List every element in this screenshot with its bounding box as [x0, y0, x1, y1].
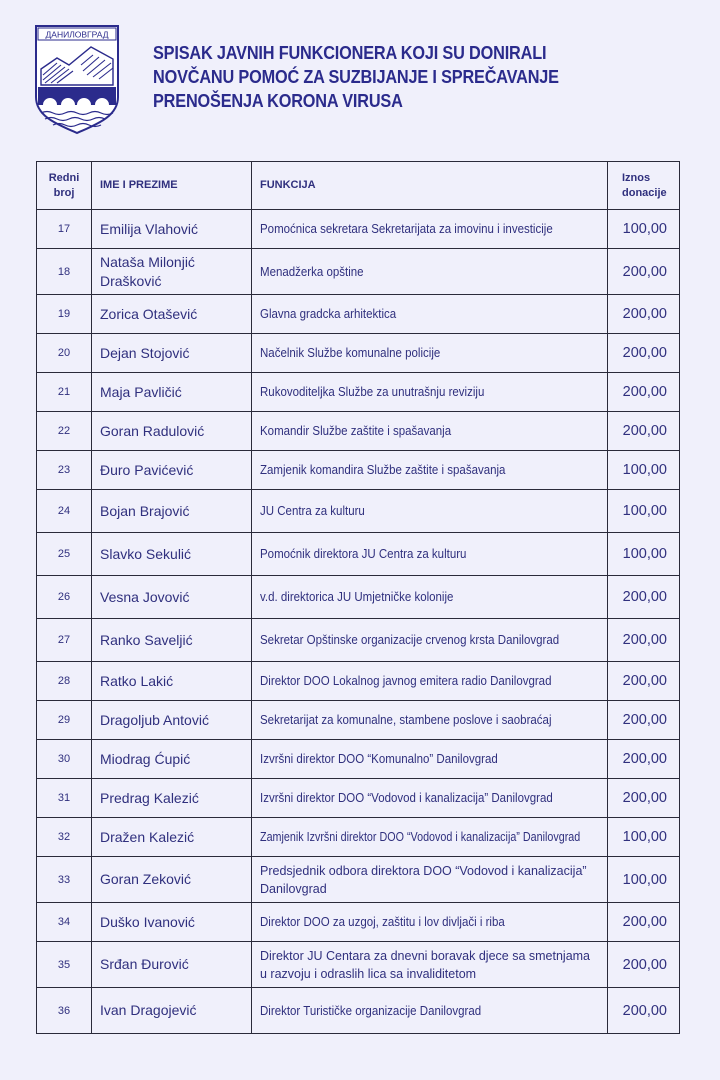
name-cell: Goran Radulović	[92, 412, 252, 451]
function-cell-text: Izvršni direktor DOO “Komunalno” Danilovgrad	[260, 752, 498, 766]
function-cell	[252, 373, 608, 412]
amount-cell: 200,00	[608, 619, 680, 662]
function-cell	[252, 295, 608, 334]
row-number-cell: 19	[37, 295, 92, 334]
name-cell: Predrag Kalezić	[92, 779, 252, 818]
column-header-iznos-donacije	[608, 162, 680, 210]
amount-cell: 100,00	[608, 533, 680, 576]
row-number-cell: 32	[37, 818, 92, 857]
amount-cell: 200,00	[608, 334, 680, 373]
row-number-cell: 31	[37, 779, 92, 818]
row-number-cell: 35	[37, 942, 92, 988]
table-row	[37, 740, 680, 779]
row-number-cell: 17	[37, 210, 92, 249]
function-cell	[252, 903, 608, 942]
function-cell-text: Načelnik Službe komunalne policije	[260, 346, 441, 360]
table-row	[37, 818, 680, 857]
name-cell: Emilija Vlahović	[92, 210, 252, 249]
table-row	[37, 210, 680, 249]
row-number-cell: 28	[37, 662, 92, 701]
name-cell: Maja Pavličić	[92, 373, 252, 412]
table-row	[37, 619, 680, 662]
row-number-cell: 27	[37, 619, 92, 662]
table-row	[37, 295, 680, 334]
name-cell: Dražen Kalezić	[92, 818, 252, 857]
title-line: NOVČANU POMOĆ ZA SUZBIJANJE I SPREČAVANJE	[153, 66, 559, 87]
table-row	[37, 662, 680, 701]
logo-city-name: ДАНИЛОВГРАД	[45, 29, 109, 40]
table-row	[37, 249, 680, 295]
amount-cell: 200,00	[608, 779, 680, 818]
table-row	[37, 779, 680, 818]
function-cell	[252, 412, 608, 451]
name-cell: Slavko Sekulić	[92, 533, 252, 576]
function-cell	[252, 533, 608, 576]
name-cell: Dejan Stojović	[92, 334, 252, 373]
amount-cell: 200,00	[608, 576, 680, 619]
function-cell-text: Komandir Službe zaštite i spašavanja	[260, 424, 452, 438]
function-cell-text: Direktor DOO Lokalnog javnog emitera radio Danilovgrad	[260, 674, 552, 688]
function-cell	[252, 779, 608, 818]
header-line: broj	[53, 186, 75, 199]
name-cell: Zorica Otašević	[92, 295, 252, 334]
function-cell	[252, 210, 608, 249]
name-cell: Ratko Lakić	[92, 662, 252, 701]
header-line: donacije	[622, 186, 667, 199]
danilovgrad-coat-of-arms-logo	[35, 25, 119, 135]
amount-cell: 100,00	[608, 210, 680, 249]
table-row	[37, 451, 680, 490]
table-row	[37, 373, 680, 412]
function-cell	[252, 740, 608, 779]
function-cell-text: Rukovoditeljka Službe za unutrašnju reviziju	[260, 385, 485, 399]
column-header-ime-i-prezime: IME I PREZIME	[92, 162, 252, 210]
name-cell: Đuro Pavićević	[92, 451, 252, 490]
function-cell: Direktor JU Centara za dnevni boravak djece sa smetnjama u razvoju i odraslih lica sa invaliditetom	[252, 942, 608, 988]
page-title	[153, 41, 628, 113]
name-cell: Ivan Dragojević	[92, 988, 252, 1034]
table-row	[37, 701, 680, 740]
amount-cell: 200,00	[608, 740, 680, 779]
amount-cell: 200,00	[608, 988, 680, 1034]
function-cell-text: Menadžerka opštine	[260, 264, 364, 279]
function-cell	[252, 490, 608, 533]
row-number-cell: 36	[37, 988, 92, 1034]
function-cell-text: Izvršni direktor DOO “Vodovod i kanalizacija” Danilovgrad	[260, 791, 553, 805]
name-cell: Srđan Đurović	[92, 942, 252, 988]
name-cell: Dragoljub Antović	[92, 701, 252, 740]
name-cell: Bojan Brajović	[92, 490, 252, 533]
table-row	[37, 412, 680, 451]
amount-cell: 200,00	[608, 701, 680, 740]
row-number-cell: 34	[37, 903, 92, 942]
table-row	[37, 334, 680, 373]
function-cell-text: Pomoćnica sekretara Sekretarijata za imovinu i investicije	[260, 222, 553, 236]
column-header-funkcija: FUNKCIJA	[252, 162, 608, 210]
row-number-cell: 23	[37, 451, 92, 490]
table-row	[37, 533, 680, 576]
function-cell: Predsjednik odbora direktora DOO “Vodovod i kanalizacija” Danilovgrad	[252, 857, 608, 903]
row-number-cell: 29	[37, 701, 92, 740]
function-cell	[252, 451, 608, 490]
function-cell-text: Pomoćnik direktora JU Centra za kulturu	[260, 547, 467, 561]
amount-cell: 100,00	[608, 490, 680, 533]
table-header-row	[37, 162, 680, 210]
row-number-cell: 20	[37, 334, 92, 373]
function-cell	[252, 818, 608, 857]
row-number-cell: 21	[37, 373, 92, 412]
table-row	[37, 857, 680, 903]
table-row	[37, 942, 680, 988]
row-number-cell: 18	[37, 249, 92, 295]
name-cell: Miodrag Ćupić	[92, 740, 252, 779]
amount-cell: 200,00	[608, 412, 680, 451]
table-row	[37, 490, 680, 533]
row-number-cell: 25	[37, 533, 92, 576]
title-line: SPISAK JAVNIH FUNKCIONERA KOJI SU DONIRALI	[153, 42, 547, 63]
function-cell-text: Glavna gradcka arhitektica	[260, 307, 397, 321]
function-cell-text: Zamjenik Izvršni direktor DOO “Vodovod i kanalizacija” Danilovgrad	[260, 830, 581, 844]
amount-cell: 200,00	[608, 295, 680, 334]
name-cell: Duško Ivanović	[92, 903, 252, 942]
function-cell-text: JU Centra za kulturu	[260, 504, 365, 518]
row-number-cell: 33	[37, 857, 92, 903]
row-number-cell: 22	[37, 412, 92, 451]
function-cell-text: v.d. direktorica JU Umjetničke kolonije	[260, 590, 454, 604]
table-row	[37, 576, 680, 619]
column-header-redni-broj	[37, 162, 92, 210]
name-cell: Ranko Saveljić	[92, 619, 252, 662]
amount-cell: 200,00	[608, 373, 680, 412]
function-cell-text: Direktor DOO za uzgoj, zaštitu i lov divljači i riba	[260, 915, 505, 929]
amount-cell: 100,00	[608, 451, 680, 490]
amount-cell: 100,00	[608, 818, 680, 857]
header-line: Iznos	[622, 171, 651, 184]
title-line: PRENOŠENJA KORONA VIRUSA	[153, 90, 403, 111]
amount-cell: 200,00	[608, 662, 680, 701]
name-cell: Vesna Jovović	[92, 576, 252, 619]
name-cell: Goran Zeković	[92, 857, 252, 903]
function-cell	[252, 662, 608, 701]
function-cell-text: Zamjenik komandira Službe zaštite i spašavanja	[260, 463, 506, 477]
row-number-cell: 26	[37, 576, 92, 619]
amount-cell: 200,00	[608, 903, 680, 942]
function-cell	[252, 249, 608, 295]
row-number-cell: 24	[37, 490, 92, 533]
function-cell-text: Direktor Turističke organizacije Danilovgrad	[260, 1003, 482, 1018]
function-cell	[252, 576, 608, 619]
amount-cell: 200,00	[608, 942, 680, 988]
donors-table	[36, 161, 680, 1034]
function-cell	[252, 334, 608, 373]
amount-cell: 100,00	[608, 857, 680, 903]
function-cell	[252, 619, 608, 662]
table-row	[37, 903, 680, 942]
function-cell-text: Sekretar Opštinske organizacije crvenog krsta Danilovgrad	[260, 633, 560, 647]
header-line: Redni	[48, 171, 80, 184]
function-cell-text: Sekretarijat za komunalne, stambene poslove i saobraćaj	[260, 713, 552, 727]
function-cell	[252, 988, 608, 1034]
amount-cell: 200,00	[608, 249, 680, 295]
row-number-cell: 30	[37, 740, 92, 779]
name-cell: Nataša Milonjić Drašković	[92, 249, 252, 295]
table-row	[37, 988, 680, 1034]
function-cell	[252, 701, 608, 740]
